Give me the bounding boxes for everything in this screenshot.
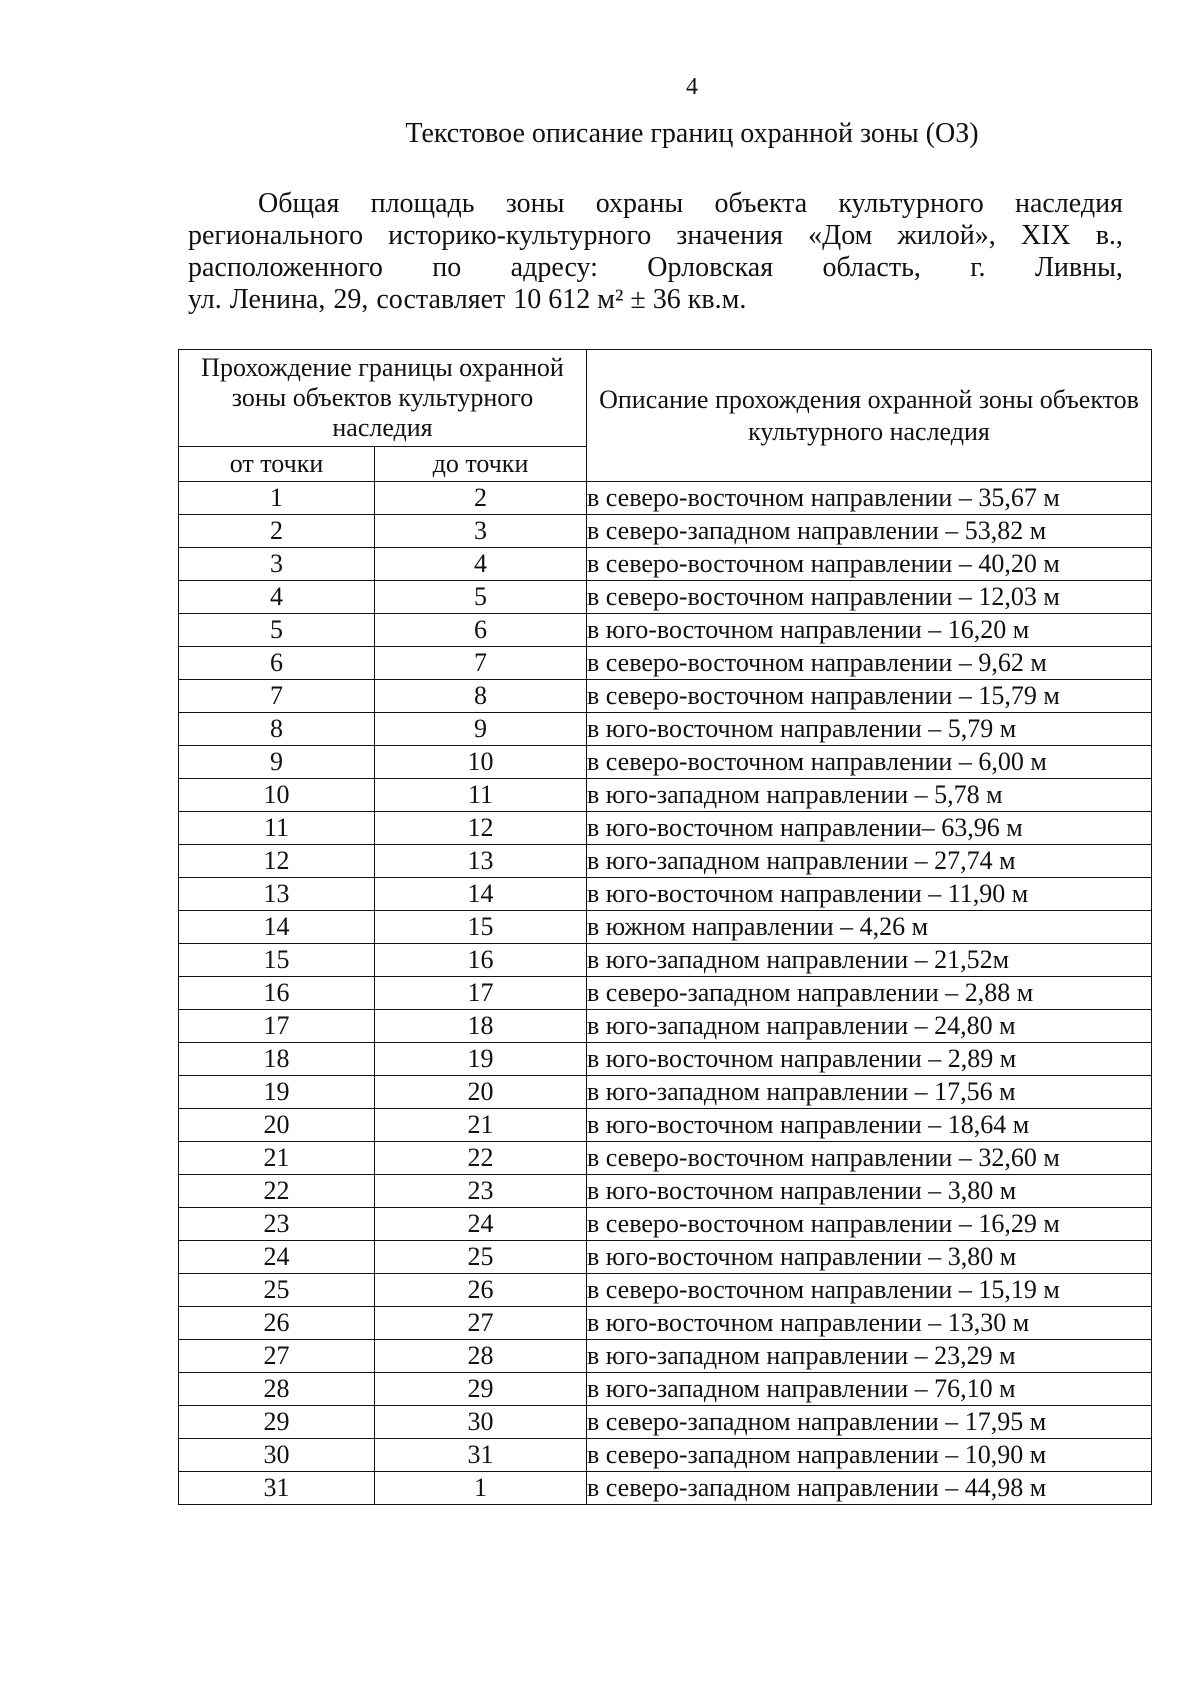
- table-row: [179, 1142, 1152, 1175]
- intro-word: Ленина,: [229, 284, 326, 315]
- intro-word: регионального: [188, 220, 364, 251]
- to-point-cell: 29: [375, 1373, 587, 1406]
- table-row: [179, 1241, 1152, 1274]
- intro-word: Орловская: [647, 252, 774, 283]
- description-cell: в северо-восточном направлении – 35,67 м: [587, 482, 1152, 515]
- table-row: [179, 1274, 1152, 1307]
- intro-line: [188, 252, 1123, 284]
- from-point-cell: 23: [179, 1208, 375, 1241]
- table-row: [179, 746, 1152, 779]
- table-row: [179, 581, 1152, 614]
- intro-word: историко-культурного: [388, 220, 652, 251]
- from-point-cell: 12: [179, 845, 375, 878]
- to-point-cell: 28: [375, 1340, 587, 1373]
- to-point-cell: 22: [375, 1142, 587, 1175]
- table-row: [179, 845, 1152, 878]
- from-point-cell: 19: [179, 1076, 375, 1109]
- intro-word: Общая: [258, 188, 340, 219]
- description-cell: в юго-западном направлении – 27,74 м: [587, 845, 1152, 878]
- to-point-cell: 9: [375, 713, 587, 746]
- to-point-cell: 11: [375, 779, 587, 812]
- from-point-cell: 31: [179, 1472, 375, 1505]
- intro-word: «Дом: [808, 220, 873, 251]
- table-row: [179, 977, 1152, 1010]
- from-point-cell: 21: [179, 1142, 375, 1175]
- from-point-cell: 6: [179, 647, 375, 680]
- description-cell: в северо-восточном направлении – 15,79 м: [587, 680, 1152, 713]
- to-point-cell: 21: [375, 1109, 587, 1142]
- table-row: [179, 1406, 1152, 1439]
- table-row: [179, 812, 1152, 845]
- to-point-header: до точки: [375, 447, 587, 482]
- description-cell: в юго-западном направлении – 5,78 м: [587, 779, 1152, 812]
- table-row: [179, 944, 1152, 977]
- description-cell: в юго-западном направлении – 24,80 м: [587, 1010, 1152, 1043]
- description-cell: в северо-восточном направлении – 16,29 м: [587, 1208, 1152, 1241]
- from-point-cell: 25: [179, 1274, 375, 1307]
- table-row: [179, 1043, 1152, 1076]
- from-point-cell: 26: [179, 1307, 375, 1340]
- description-cell: в юго-восточном направлении– 63,96 м: [587, 812, 1152, 845]
- description-cell: в юго-западном направлении – 23,29 м: [587, 1340, 1152, 1373]
- table-row: [179, 1208, 1152, 1241]
- to-point-cell: 2: [375, 482, 587, 515]
- description-cell: в юго-западном направлении – 17,56 м: [587, 1076, 1152, 1109]
- description-cell: в северо-западном направлении – 2,88 м: [587, 977, 1152, 1010]
- table-row: [179, 647, 1152, 680]
- to-point-cell: 4: [375, 548, 587, 581]
- to-point-cell: 6: [375, 614, 587, 647]
- to-point-cell: 27: [375, 1307, 587, 1340]
- to-point-cell: 19: [375, 1043, 587, 1076]
- table-row: [179, 1076, 1152, 1109]
- to-point-cell: 3: [375, 515, 587, 548]
- from-point-cell: 28: [179, 1373, 375, 1406]
- from-point-cell: 3: [179, 548, 375, 581]
- to-point-cell: 5: [375, 581, 587, 614]
- description-cell: в северо-западном направлении – 10,90 м: [587, 1439, 1152, 1472]
- description-cell: в южном направлении – 4,26 м: [587, 911, 1152, 944]
- table-body: [179, 482, 1152, 1505]
- description-cell: в юго-восточном направлении – 16,20 м: [587, 614, 1152, 647]
- intro-line: [188, 188, 1123, 220]
- to-point-cell: 18: [375, 1010, 587, 1043]
- description-cell: в северо-западном направлении – 44,98 м: [587, 1472, 1152, 1505]
- description-cell: в юго-восточном направлении – 18,64 м: [587, 1109, 1152, 1142]
- description-cell: в северо-восточном направлении – 9,62 м: [587, 647, 1152, 680]
- to-point-cell: 23: [375, 1175, 587, 1208]
- from-point-cell: 17: [179, 1010, 375, 1043]
- from-point-cell: 14: [179, 911, 375, 944]
- boundary-table: [178, 349, 1152, 1505]
- from-point-header: от точки: [179, 447, 375, 482]
- table-row: [179, 1439, 1152, 1472]
- intro-word: 10 612 м² ± 36 кв.м.: [513, 284, 747, 315]
- to-point-cell: 26: [375, 1274, 587, 1307]
- table-row: [179, 911, 1152, 944]
- intro-word: область,: [822, 252, 921, 283]
- table-row: [179, 1340, 1152, 1373]
- to-point-cell: 13: [375, 845, 587, 878]
- table-row: [179, 482, 1152, 515]
- table-row: [179, 1307, 1152, 1340]
- description-cell: в юго-восточном направлении – 3,80 м: [587, 1241, 1152, 1274]
- description-cell: в северо-восточном направлении – 6,00 м: [587, 746, 1152, 779]
- intro-word: составляет: [376, 284, 506, 315]
- description-cell: в юго-восточном направлении – 13,30 м: [587, 1307, 1152, 1340]
- to-point-cell: 16: [375, 944, 587, 977]
- page-number-text: 4: [686, 74, 698, 100]
- description-cell: в юго-западном направлении – 21,52м: [587, 944, 1152, 977]
- table-row: [179, 1373, 1152, 1406]
- to-point-cell: 1: [375, 1472, 587, 1505]
- to-point-cell: 25: [375, 1241, 587, 1274]
- intro-word: жилой»,: [897, 220, 996, 251]
- intro-word: зоны: [505, 188, 565, 219]
- description-cell: в юго-западном направлении – 76,10 м: [587, 1373, 1152, 1406]
- intro-word: адресу:: [510, 252, 598, 283]
- intro-word: ул.: [188, 284, 222, 315]
- intro-word: значения: [676, 220, 784, 251]
- intro-line: [188, 220, 1123, 252]
- intro-word: в.,: [1095, 220, 1123, 251]
- intro-word: культурного: [838, 188, 984, 219]
- table-row: [179, 779, 1152, 812]
- description-cell: в юго-восточном направлении – 5,79 м: [587, 713, 1152, 746]
- from-point-cell: 29: [179, 1406, 375, 1439]
- to-point-cell: 20: [375, 1076, 587, 1109]
- from-point-cell: 1: [179, 482, 375, 515]
- document-title-text: Текстовое описание границ охранной зоны (ОЗ): [405, 118, 979, 149]
- from-point-cell: 20: [179, 1109, 375, 1142]
- table-row: [179, 614, 1152, 647]
- description-cell: в северо-восточном направлении – 12,03 м: [587, 581, 1152, 614]
- from-point-cell: 24: [179, 1241, 375, 1274]
- table-row: [179, 713, 1152, 746]
- to-point-cell: 12: [375, 812, 587, 845]
- intro-word: 29,: [333, 284, 369, 315]
- from-point-cell: 16: [179, 977, 375, 1010]
- intro-word: площадь: [370, 188, 475, 219]
- from-point-cell: 11: [179, 812, 375, 845]
- intro-word: наследия: [1014, 188, 1123, 219]
- intro-word: охраны: [595, 188, 684, 219]
- description-cell: в северо-восточном направлении – 40,20 м: [587, 548, 1152, 581]
- description-cell: в северо-западном направлении – 53,82 м: [587, 515, 1152, 548]
- to-point-cell: 24: [375, 1208, 587, 1241]
- description-cell: в юго-восточном направлении – 11,90 м: [587, 878, 1152, 911]
- intro-word: объекта: [714, 188, 808, 219]
- from-point-cell: 13: [179, 878, 375, 911]
- to-point-cell: 7: [375, 647, 587, 680]
- page-number: [0, 74, 1200, 101]
- table-row: [179, 1175, 1152, 1208]
- from-point-cell: 15: [179, 944, 375, 977]
- to-point-cell: 14: [375, 878, 587, 911]
- intro-word: г.: [970, 252, 986, 283]
- group-header: Прохождение границы охранной зоны объектов культурного наследия: [179, 350, 587, 447]
- table-row: [179, 1472, 1152, 1505]
- intro-word: Ливны,: [1034, 252, 1123, 283]
- to-point-cell: 8: [375, 680, 587, 713]
- to-point-cell: 31: [375, 1439, 587, 1472]
- table-row: [179, 878, 1152, 911]
- table-row: [179, 548, 1152, 581]
- to-point-cell: 10: [375, 746, 587, 779]
- table-row: [179, 1010, 1152, 1043]
- from-point-cell: 10: [179, 779, 375, 812]
- intro-paragraph: [188, 188, 1123, 316]
- from-point-cell: 4: [179, 581, 375, 614]
- to-point-cell: 17: [375, 977, 587, 1010]
- to-point-cell: 30: [375, 1406, 587, 1439]
- table-row: [179, 680, 1152, 713]
- from-point-cell: 8: [179, 713, 375, 746]
- from-point-cell: 2: [179, 515, 375, 548]
- intro-word: XIX: [1020, 220, 1071, 251]
- from-point-cell: 27: [179, 1340, 375, 1373]
- description-cell: в юго-восточном направлении – 2,89 м: [587, 1043, 1152, 1076]
- from-point-cell: 7: [179, 680, 375, 713]
- description-cell: в северо-восточном направлении – 32,60 м: [587, 1142, 1152, 1175]
- intro-word: расположенного: [188, 252, 383, 283]
- table-row: [179, 1109, 1152, 1142]
- description-cell: в северо-восточном направлении – 15,19 м: [587, 1274, 1152, 1307]
- from-point-cell: 18: [179, 1043, 375, 1076]
- from-point-cell: 9: [179, 746, 375, 779]
- from-point-cell: 5: [179, 614, 375, 647]
- description-cell: в юго-восточном направлении – 3,80 м: [587, 1175, 1152, 1208]
- table-row: [179, 515, 1152, 548]
- description-header: Описание прохождения охранной зоны объектов культурного наследия: [587, 350, 1152, 482]
- document-title: [0, 118, 1200, 150]
- description-cell: в северо-западном направлении – 17,95 м: [587, 1406, 1152, 1439]
- intro-line: [188, 284, 1123, 316]
- intro-word: по: [432, 252, 462, 283]
- to-point-cell: 15: [375, 911, 587, 944]
- from-point-cell: 30: [179, 1439, 375, 1472]
- from-point-cell: 22: [179, 1175, 375, 1208]
